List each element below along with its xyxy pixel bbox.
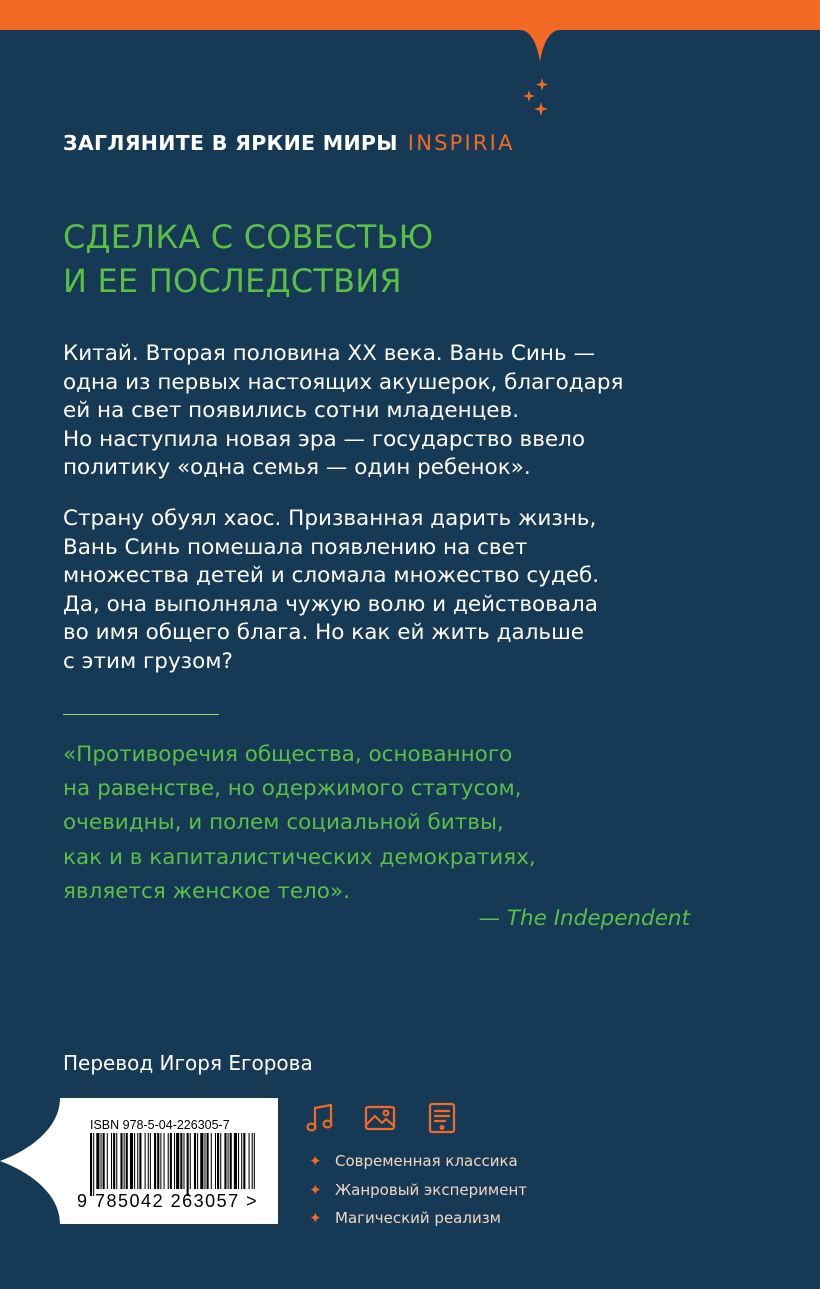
barcode-bar: [207, 1133, 209, 1189]
genre-star-icon: ✦: [309, 1209, 322, 1227]
barcode-bar: [96, 1133, 99, 1189]
series-brand: INSPIRIA: [407, 131, 515, 155]
barcode-bar: [254, 1133, 255, 1189]
barcode-bar: [90, 1133, 92, 1196]
headline-line: И ЕЕ ПОСЛЕДСТВИЯ: [63, 262, 402, 300]
barcode-bar: [180, 1133, 182, 1189]
barcode-bar: [134, 1133, 135, 1189]
barcode-bar: [103, 1133, 105, 1189]
barcode-bar: [228, 1133, 229, 1189]
barcode-bar: [183, 1133, 184, 1189]
barcode-bar: [174, 1133, 175, 1189]
barcode-side-notch: [0, 1098, 60, 1224]
description-paragraph-2: [63, 505, 783, 677]
barcode-bar: [164, 1133, 165, 1189]
quote-line: очевидны, и полем социальной битвы,: [63, 810, 504, 836]
barcode-bar: [241, 1133, 242, 1189]
barcode-bar: [217, 1133, 219, 1189]
description-line: Страну обуял хаос. Призванная дарить жизнь,: [63, 506, 597, 531]
genre-star-icon: ✦: [309, 1152, 322, 1170]
barcode-bar: [154, 1133, 156, 1189]
barcode-bar: [234, 1133, 237, 1189]
barcode-bar: [224, 1133, 226, 1189]
barcode-bar: [168, 1133, 169, 1189]
description-line: Китай. Вторая половина XX века. Вань Синь —: [63, 341, 595, 366]
barcode-digits: 9 785042 263057 >: [77, 1191, 259, 1211]
barcode-bar: [120, 1133, 122, 1189]
genre-star-icon: ✦: [309, 1181, 322, 1199]
description-line: ей на свет появились сотни младенцев.: [63, 398, 520, 424]
barcode-bar: [200, 1133, 203, 1189]
barcode-bar: [116, 1133, 117, 1189]
description-line: Да, она выполняла чужую волю и действовала: [63, 591, 598, 617]
barcode-bar: [101, 1133, 102, 1189]
barcode-bar: [211, 1133, 212, 1189]
description-line: одна из первых настоящих акушерок, благодаря: [63, 369, 624, 395]
barcode-bar: [137, 1133, 138, 1189]
barcode-bar: [215, 1133, 216, 1189]
genre-item: [309, 1206, 501, 1230]
quote-line: на равенстве, но одержимого статусом,: [63, 776, 522, 802]
quote-line: является женское тело».: [63, 878, 350, 904]
barcode-bar: [197, 1133, 198, 1189]
headline-line: СДЕЛКА С СОВЕСТЬЮ: [63, 218, 434, 256]
description-line: Но наступила новая эра — государство ввело: [63, 426, 586, 452]
genre-item: [309, 1149, 518, 1173]
barcode-bar: [111, 1133, 112, 1189]
barcode-bar: [204, 1133, 205, 1189]
press-quote: [63, 738, 763, 909]
barcode-bar: [176, 1133, 179, 1189]
barcode-bar: [124, 1133, 125, 1189]
barcode-bar: [194, 1133, 196, 1189]
barcode-bar: [148, 1133, 149, 1189]
top-orange-band: [0, 0, 820, 30]
description-line: политику «одна семья — один ребенок».: [63, 455, 531, 481]
barcode-bar: [249, 1133, 250, 1189]
description-line: во имя общего блага. Но как ей жить дальше: [63, 620, 585, 646]
genre-label: Жанровый эксперимент: [335, 1181, 527, 1199]
barcode-bar: [252, 1133, 253, 1189]
top-band-notch: [490, 0, 590, 70]
genre-item: [309, 1178, 527, 1202]
barcode-bar: [243, 1133, 245, 1189]
barcode-bar: [139, 1133, 141, 1189]
genre-label: Современная классика: [335, 1152, 518, 1170]
description-paragraph-1: [63, 340, 783, 483]
quote-divider: [63, 714, 219, 715]
barcode-bar: [150, 1133, 151, 1189]
barcode-bar: [238, 1133, 239, 1189]
ebook-icon: [425, 1101, 459, 1135]
isbn-number: ISBN 978-5-04-226305-7: [90, 1118, 230, 1132]
translator-credit: Перевод Игоря Егорова: [63, 1051, 313, 1075]
barcode-bar: [126, 1133, 128, 1189]
series-label: ЗАГЛЯНИТЕ В ЯРКИЕ МИРЫ: [63, 131, 398, 155]
quote-line: «Противоречия общества, основанного: [63, 742, 513, 767]
barcode-bar: [130, 1133, 133, 1189]
description-line: Вань Синь помешала появлению на свет: [63, 534, 528, 560]
description-line: множества детей и сломала множество судеб.: [63, 563, 600, 589]
description-line: с этим грузом?: [63, 648, 233, 674]
barcode-bar: [93, 1133, 94, 1196]
barcode-bar: [190, 1133, 191, 1189]
barcode-bar: [160, 1133, 161, 1189]
genre-label: Магический реализм: [335, 1209, 501, 1227]
quote-source: — The Independent: [478, 906, 690, 931]
barcode-bar: [145, 1133, 146, 1189]
barcode-bar: [230, 1133, 232, 1189]
barcode-bar: [187, 1133, 189, 1196]
headline: [63, 215, 763, 303]
barcode-bar: [113, 1133, 115, 1189]
sparkle-stars-icon: [520, 76, 556, 120]
quote-line: как и в капиталистических демократиях,: [63, 844, 536, 870]
barcode-bar: [220, 1133, 221, 1189]
barcode-bar: [170, 1133, 172, 1189]
series-tagline: [63, 128, 763, 158]
barcode-bars: [88, 1133, 260, 1196]
barcode-bar: [157, 1133, 159, 1189]
music-note-icon: [303, 1101, 337, 1135]
barcode-bar: [107, 1133, 108, 1189]
image-icon: [363, 1101, 397, 1135]
